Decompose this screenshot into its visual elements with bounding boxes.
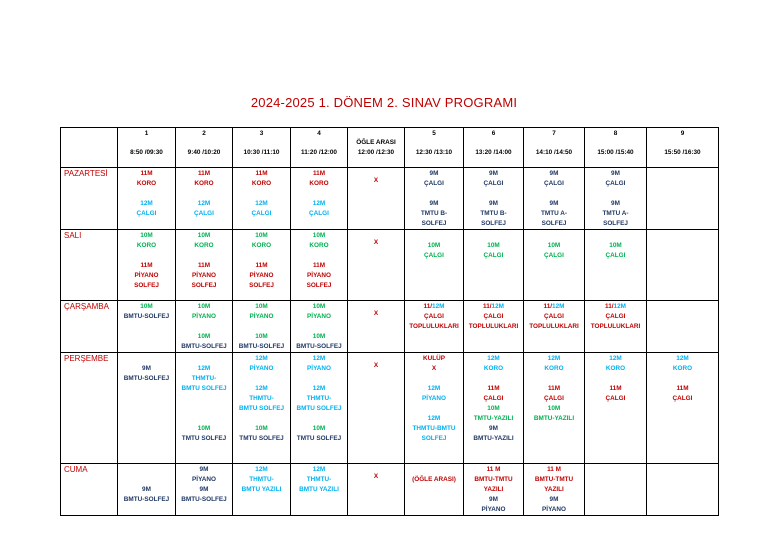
exam-line: KORO: [251, 180, 272, 187]
exam-line: [176, 189, 232, 199]
exam-line: PİYANO: [481, 506, 506, 513]
exam-cell: [176, 230, 233, 301]
period-header: 5 12:30 /13:10: [405, 128, 464, 168]
period-header: 7 14:10 /14:50: [524, 128, 585, 168]
exam-line: [176, 251, 232, 261]
exam-cell: [233, 301, 291, 353]
exam-cell: [464, 353, 524, 464]
exam-line: 11M: [140, 170, 153, 177]
exam-line: BMTU-YAZILI: [473, 435, 514, 442]
exam-line: [464, 302, 523, 312]
exam-line: YAZILI: [544, 486, 564, 493]
exam-line: KORO: [483, 365, 504, 372]
exam-line: BMTU-SOLFEJ: [123, 313, 170, 320]
exam-cell: [524, 230, 585, 301]
exam-cell: [524, 464, 585, 516]
exam-cell: [118, 301, 176, 353]
day-label: CUMA: [61, 464, 118, 516]
exam-line: 12M: [312, 200, 326, 207]
exam-line: ÇALGI: [424, 252, 444, 259]
exam-cell: [524, 301, 585, 353]
exam-line: 10M: [197, 303, 211, 310]
schedule-row: [61, 353, 719, 464]
exam-line: [405, 302, 463, 312]
exam-line: [464, 189, 523, 199]
exam-line: 12M: [255, 200, 268, 207]
exam-line: [233, 374, 290, 384]
exam-line: [118, 475, 175, 485]
exam-cell: [647, 168, 719, 230]
exam-line: BMTU-TMTU: [534, 476, 574, 483]
exam-cell: [176, 464, 233, 516]
schedule-row: [61, 464, 719, 516]
exam-cell: [464, 230, 524, 301]
exam-line: THMTU-: [306, 395, 332, 402]
exam-line: 10M: [140, 303, 153, 310]
exam-line: 12M: [427, 415, 441, 422]
exam-cell: [524, 168, 585, 230]
exam-line: SOLFEJ: [306, 282, 332, 289]
period-header: 1 8:50 /09:30: [118, 128, 176, 168]
exam-cell: [233, 168, 291, 230]
period-header: 3 10:30 /11:10: [233, 128, 291, 168]
grade-part-2: 12M: [432, 303, 445, 310]
exam-line: 10M: [197, 232, 211, 239]
exam-line: THMTU-: [249, 476, 274, 483]
exam-line: 12M: [312, 385, 326, 392]
period-header: 8 15:00 /15:40: [585, 128, 647, 168]
exam-line: 9M: [199, 466, 209, 473]
exam-line: THMTU-BMTU: [412, 425, 456, 432]
exam-line: ÇALGI: [483, 313, 504, 320]
exam-line: ÇALGI: [483, 252, 504, 259]
exam-line: 10M: [197, 425, 211, 432]
exam-line: THMTU-: [306, 476, 332, 483]
exam-line: TMTU SOLFEJ: [296, 435, 342, 442]
exam-line: KORO: [544, 365, 564, 372]
exam-line: TMTU A-: [602, 210, 629, 217]
exam-line: 10M: [312, 333, 326, 340]
exam-line: [585, 231, 646, 241]
exam-cell: [405, 230, 464, 301]
exam-line: ÇALGI: [605, 395, 626, 402]
exam-line: [118, 189, 175, 199]
exam-cell: [464, 168, 524, 230]
exam-cell: [585, 464, 647, 516]
grade-part-2: 12M: [491, 303, 504, 310]
exam-line: BMTU YAZILI: [241, 486, 282, 493]
exam-line: [233, 251, 290, 261]
exam-line: [118, 251, 175, 261]
exam-line: 9M: [199, 486, 209, 493]
exam-line: [524, 231, 584, 241]
exam-line: 9M: [489, 200, 498, 207]
exam-line: ÇALGI: [544, 395, 564, 402]
schedule-row: [61, 230, 719, 301]
exam-cell: [405, 168, 464, 230]
exam-line: 12M: [312, 355, 326, 362]
exam-line: ÇALGI: [424, 313, 444, 320]
lunch-break-cell: X: [348, 230, 405, 301]
exam-line: 9M: [142, 365, 151, 372]
exam-line: 9M: [549, 200, 559, 207]
exam-line: 11M: [547, 385, 561, 392]
exam-line: TMTU B-: [480, 210, 507, 217]
exam-line: BMTU-SOLFEJ: [123, 496, 170, 503]
exam-line: 12M: [487, 355, 500, 362]
exam-line: [176, 354, 232, 364]
exam-line: ÇALGI: [251, 210, 272, 217]
exam-line: 12M: [609, 355, 622, 362]
period-header: 2 9:40 /10:20: [176, 128, 233, 168]
exam-line: 11M: [312, 262, 326, 269]
exam-line: [291, 322, 347, 332]
exam-line: PİYANO: [192, 476, 216, 483]
exam-line: [291, 374, 347, 384]
grade-part-1: 11/: [543, 303, 553, 310]
exam-line: 11M: [255, 170, 268, 177]
exam-line: SOLFEJ: [134, 282, 159, 289]
exam-line: 10M: [197, 333, 211, 340]
exam-cell: [291, 353, 348, 464]
exam-cell: [585, 168, 647, 230]
exam-line: SOLFEJ: [481, 220, 506, 227]
exam-line: 10M: [487, 242, 500, 249]
exam-line: ÇALGI: [544, 252, 564, 259]
exam-line: [291, 414, 347, 424]
exam-line: KORO: [251, 242, 272, 249]
exam-line: PİYANO: [192, 272, 216, 279]
corner-cell: [61, 128, 118, 168]
exam-cell: [524, 353, 585, 464]
exam-line: 11M: [676, 385, 689, 392]
exam-cell: [291, 464, 348, 516]
exam-line: [524, 374, 584, 384]
exam-cell: [291, 168, 348, 230]
exam-line: PİYANO: [422, 395, 446, 402]
lunch-break-cell: X: [348, 301, 405, 353]
exam-line: YAZILI: [483, 486, 504, 493]
exam-line: PİYANO: [249, 313, 274, 320]
exam-line: 9M: [549, 170, 559, 177]
exam-line: KORO: [194, 180, 214, 187]
exam-line: 12M: [140, 200, 153, 207]
exam-line: BMTU-YAZILI: [533, 415, 575, 422]
exam-line: [405, 231, 463, 241]
exam-line: BMTU-SOLFEJ: [181, 343, 227, 350]
exam-line: BMTU-SOLFEJ: [123, 375, 170, 382]
exam-cell: [118, 168, 176, 230]
exam-line: PİYANO: [249, 365, 274, 372]
exam-line: TMTU A-: [540, 210, 568, 217]
exam-line: BMTU SOLFEJ: [296, 405, 342, 412]
exam-line: 10M: [312, 303, 326, 310]
exam-line: THMTU-: [191, 375, 217, 382]
exam-line: THMTU-: [249, 395, 274, 402]
day-label: ÇARŞAMBA: [61, 301, 118, 353]
exam-cell: [464, 464, 524, 516]
exam-cell: [405, 464, 464, 516]
exam-line: BMTU SOLFEJ: [238, 405, 285, 412]
exam-line: BMTU-SOLFEJ: [296, 343, 342, 350]
exam-line: [464, 374, 523, 384]
period-header: 9 15:50 /16:30: [647, 128, 719, 168]
exam-line: 11M: [197, 262, 211, 269]
exam-cell: [176, 168, 233, 230]
lunch-break-cell: X: [348, 464, 405, 516]
exam-line: BMTU-SOLFEJ: [238, 343, 285, 350]
grade-part-1: 11/: [423, 303, 433, 310]
exam-line: BMTU-TMTU: [474, 476, 513, 483]
exam-line: 12M: [427, 385, 441, 392]
exam-line: 10M: [312, 425, 326, 432]
exam-line: SOLFEJ: [421, 435, 447, 442]
exam-line: KORO: [136, 242, 157, 249]
exam-line: [405, 404, 463, 414]
page-title: 2024-2025 1. DÖNEM 2. SINAV PROGRAMI: [250, 95, 518, 110]
exam-line: PİYANO: [307, 313, 331, 320]
exam-line: TMTU SOLFEJ: [239, 435, 284, 442]
exam-line: 10M: [255, 303, 268, 310]
exam-line: [176, 394, 232, 404]
exam-line: KORO: [309, 180, 329, 187]
exam-line: PİYANO: [134, 272, 159, 279]
exam-line: [524, 189, 584, 199]
exam-line: [647, 374, 718, 384]
exam-line: ÇALGI: [605, 252, 626, 259]
exam-cell: [585, 301, 647, 353]
schedule-row: [61, 301, 719, 353]
exam-line: 11M: [487, 385, 500, 392]
exam-cell: [585, 353, 647, 464]
exam-line: 9M: [549, 496, 559, 503]
exam-line: 12M: [312, 466, 326, 473]
exam-line: 9M: [142, 486, 151, 493]
exam-cell: [647, 353, 719, 464]
exam-line: [291, 189, 347, 199]
period-header: 4 11:20 /12:00: [291, 128, 348, 168]
exam-cell: [291, 230, 348, 301]
exam-line: 9M: [489, 170, 498, 177]
exam-cell: [233, 230, 291, 301]
exam-cell: [176, 353, 233, 464]
exam-line: KORO: [309, 242, 329, 249]
exam-line: [176, 322, 232, 332]
exam-cell: [118, 464, 176, 516]
exam-line: X: [431, 365, 437, 372]
schedule-row: [61, 168, 719, 230]
exam-line: [291, 251, 347, 261]
exam-line: [405, 465, 463, 475]
exam-line: 10M: [427, 242, 441, 249]
lunch-break-header: ÖĞLE ARASI 12:00 /12:30: [348, 128, 405, 168]
exam-line: 10M: [255, 333, 268, 340]
exam-line: SOLFEJ: [191, 282, 217, 289]
exam-line: 10M: [547, 405, 561, 412]
exam-line: SOLFEJ: [603, 220, 628, 227]
exam-line: PİYANO: [307, 272, 331, 279]
exam-line: 11M: [140, 262, 153, 269]
exam-line: [464, 231, 523, 241]
exam-line: [585, 189, 646, 199]
period-header: 6 13:20 /14:00: [464, 128, 524, 168]
exam-line: SOLFEJ: [421, 220, 447, 227]
exam-line: (ÖĞLE ARASI): [412, 476, 456, 483]
exam-line: 11M: [255, 262, 268, 269]
exam-cell: [233, 353, 291, 464]
exam-line: 10M: [312, 232, 326, 239]
exam-line: 10M: [140, 232, 153, 239]
exam-line: TMTU B-: [420, 210, 448, 217]
schedule-body: [61, 168, 719, 516]
exam-line: [233, 189, 290, 199]
exam-line: 9M: [429, 170, 439, 177]
exam-line: SOLFEJ: [541, 220, 567, 227]
exam-line: 9M: [489, 425, 498, 432]
exam-schedule-table: [60, 127, 719, 516]
exam-line: 10M: [547, 242, 561, 249]
exam-line: KORO: [605, 365, 626, 372]
exam-line: BMTU YAZILI: [299, 486, 339, 493]
exam-line: 10M: [255, 425, 268, 432]
exam-cell: [405, 353, 464, 464]
exam-line: BMTU SOLFEJ: [181, 385, 227, 392]
exam-line: 12M: [197, 200, 211, 207]
exam-line: 12M: [255, 355, 268, 362]
exam-line: ÇALGI: [194, 210, 214, 217]
exam-cell: [118, 230, 176, 301]
exam-cell: [233, 464, 291, 516]
lunch-break-cell: X: [348, 168, 405, 230]
exam-line: TOPLULUKLARI: [590, 323, 641, 330]
exam-line: KORO: [672, 365, 693, 372]
day-label: SALI: [61, 230, 118, 301]
exam-line: 11 M: [486, 466, 501, 473]
exam-cell: [176, 301, 233, 353]
exam-line: TMTU SOLFEJ: [181, 435, 227, 442]
exam-cell: [291, 301, 348, 353]
exam-line: ÇALGI: [544, 180, 564, 187]
grade-part-1: 11/: [605, 303, 614, 310]
exam-line: 9M: [611, 170, 620, 177]
exam-line: 10M: [609, 242, 622, 249]
exam-line: [585, 374, 646, 384]
exam-line: ÇALGI: [309, 210, 329, 217]
exam-line: 12M: [547, 355, 561, 362]
grade-part-2: 12M: [552, 303, 565, 310]
exam-line: 9M: [429, 200, 439, 207]
exam-line: [405, 374, 463, 384]
exam-cell: [647, 230, 719, 301]
exam-line: ÇALGI: [605, 180, 626, 187]
exam-line: 11M: [609, 385, 622, 392]
exam-cell: [405, 301, 464, 353]
header-row: [61, 128, 719, 168]
exam-cell: [647, 464, 719, 516]
exam-line: TOPLULUKLARI: [468, 323, 519, 330]
exam-line: [176, 414, 232, 424]
exam-line: [585, 302, 646, 312]
exam-line: ÇALGI: [544, 313, 564, 320]
exam-line: [233, 322, 290, 332]
grade-part-2: 12M: [613, 303, 626, 310]
exam-line: TMTU-YAZILI: [473, 415, 514, 422]
exam-line: [233, 414, 290, 424]
exam-line: [118, 465, 175, 475]
day-label: PERŞEMBE: [61, 353, 118, 464]
exam-line: 12M: [255, 466, 268, 473]
exam-line: [118, 354, 175, 364]
exam-line: ÇALGI: [672, 395, 693, 402]
exam-line: ÇALGI: [483, 180, 504, 187]
exam-line: 12M: [255, 385, 268, 392]
exam-line: ÇALGI: [605, 313, 626, 320]
exam-line: SOLFEJ: [249, 282, 274, 289]
exam-line: 9M: [489, 496, 498, 503]
exam-line: PİYANO: [192, 313, 216, 320]
exam-line: PİYANO: [307, 365, 331, 372]
exam-line: 11M: [312, 170, 326, 177]
exam-line: ÇALGI: [136, 210, 157, 217]
exam-line: ÇALGI: [424, 180, 444, 187]
exam-line: TOPLULUKLARI: [409, 323, 459, 330]
exam-line: KORO: [136, 180, 157, 187]
lunch-break-cell: X: [348, 353, 405, 464]
exam-line: [524, 302, 584, 312]
exam-line: BMTU-SOLFEJ: [181, 496, 227, 503]
exam-cell: [585, 230, 647, 301]
exam-line: PİYANO: [249, 272, 274, 279]
exam-line: 10M: [487, 405, 500, 412]
exam-line: TOPLULUKLARI: [529, 323, 579, 330]
exam-line: PİYANO: [542, 506, 566, 513]
exam-line: 12M: [676, 355, 689, 362]
exam-line: 11 M: [547, 466, 561, 473]
day-label: PAZARTESİ: [61, 168, 118, 230]
grade-part-1: 11/: [483, 303, 492, 310]
exam-line: ÇALGI: [483, 395, 504, 402]
exam-line: KULÜP: [422, 355, 445, 362]
exam-line: 10M: [255, 232, 268, 239]
exam-cell: [647, 301, 719, 353]
exam-line: 11M: [197, 170, 211, 177]
exam-cell: [464, 301, 524, 353]
exam-line: [405, 189, 463, 199]
exam-line: [176, 404, 232, 414]
exam-line: 12M: [197, 365, 211, 372]
exam-line: 9M: [611, 200, 620, 207]
exam-line: KORO: [194, 242, 214, 249]
exam-cell: [118, 353, 176, 464]
